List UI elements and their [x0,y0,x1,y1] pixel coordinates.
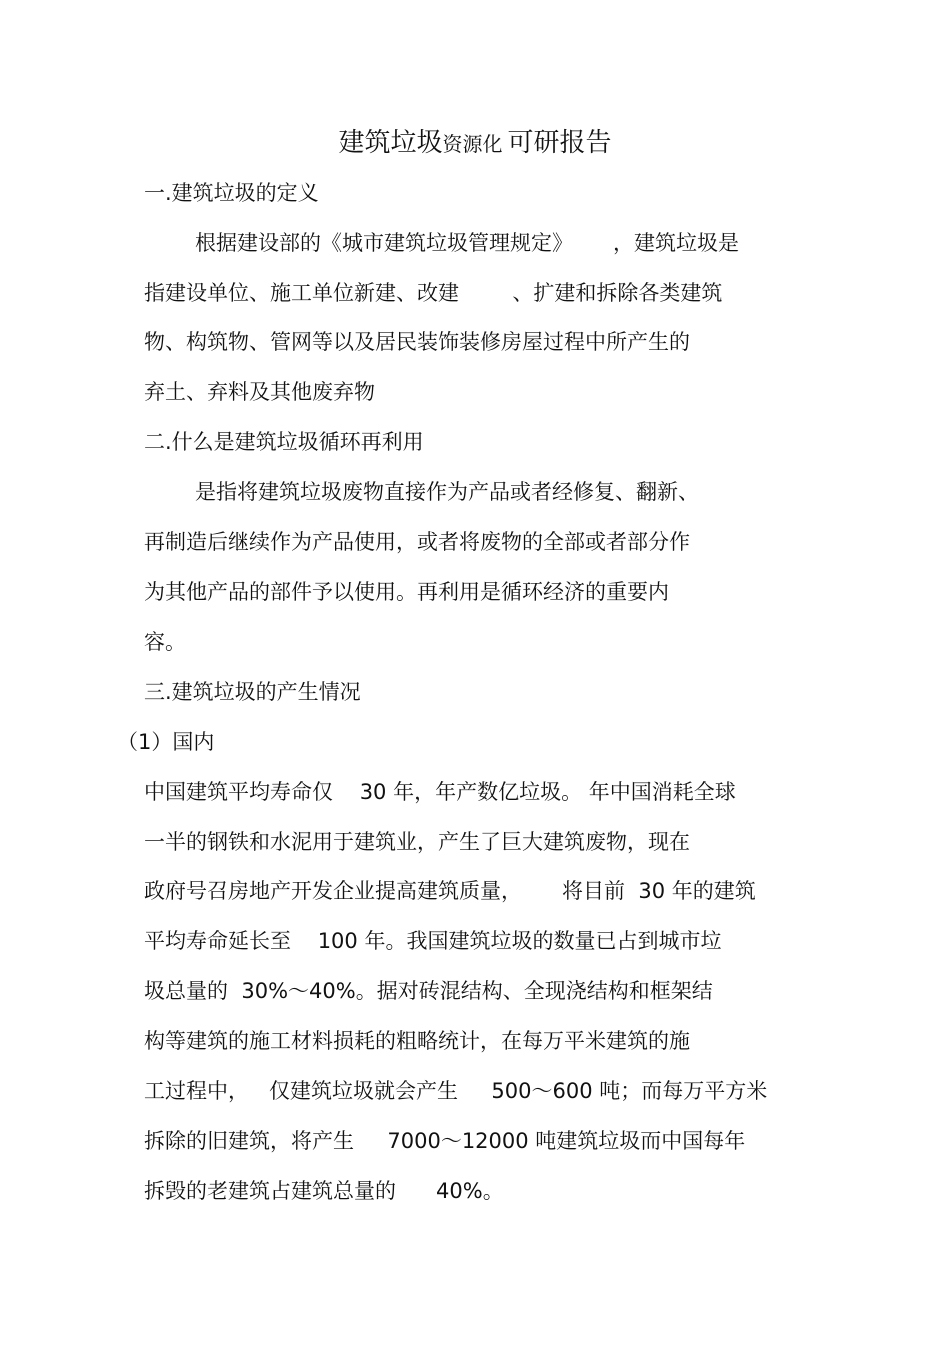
paragraph-line: 一半的钢铁和水泥用于建筑业，产生了巨大建筑废物，现在 [144,830,690,854]
document-title [0,126,950,163]
paragraph-line: 圾总量的 30%～40%。据对砖混结构、全现浇结构和框架结 [144,979,713,1003]
paragraph-line: 物、构筑物、管网等以及居民装饰装修房屋过程中所产生的 [144,330,690,354]
title-part-2: 资源化 [442,132,503,156]
subsection-heading: （1）国内 [117,730,215,754]
paragraph-line: 拆毁的老建筑占建筑总量的 40%。 [144,1179,504,1203]
paragraph-line: 为其他产品的部件予以使用。再利用是循环经济的重要内 [144,580,669,604]
paragraph-line: 是指将建筑垃圾废物直接作为产品或者经修复、翻新、 [195,480,699,504]
paragraph-line: 工过程中， 仅建筑垃圾就会产生 500～600 吨；而每万平方米 [144,1079,768,1103]
paragraph-line: 弃土、弃料及其他废弃物 [144,380,375,404]
section-heading-1: 一.建筑垃圾的定义 [144,181,319,205]
paragraph-line: 平均寿命延长至 100 年。我国建筑垃圾的数量已占到城市垃 [144,929,722,953]
section-heading-2: 二.什么是建筑垃圾循环再利用 [144,430,424,454]
paragraph-line: 政府号召房地产开发企业提高建筑质量， 将目前 30 年的建筑 [144,879,756,903]
paragraph-line: 指建设单位、施工单位新建、改建 、扩建和拆除各类建筑 [144,281,723,305]
paragraph-line: 再制造后继续作为产品使用，或者将废物的全部或者部分作 [144,530,690,554]
paragraph-line: 根据建设部的《城市建筑垃圾管理规定》 ，建筑垃圾是 [195,231,740,255]
paragraph-line: 容。 [144,630,186,654]
section-heading-3: 三.建筑垃圾的产生情况 [144,680,361,704]
paragraph-line: 拆除的旧建筑，将产生 7000～12000 吨建筑垃圾而中国每年 [144,1129,746,1153]
paragraph-line: 构等建筑的施工材料损耗的粗略统计，在每万平米建筑的施 [144,1029,690,1053]
title-part-3: 可研报告 [507,128,612,158]
title-part-1: 建筑垃圾 [338,128,443,158]
paragraph-line: 中国建筑平均寿命仅 30 年，年产数亿垃圾。 年中国消耗全球 [144,780,736,804]
